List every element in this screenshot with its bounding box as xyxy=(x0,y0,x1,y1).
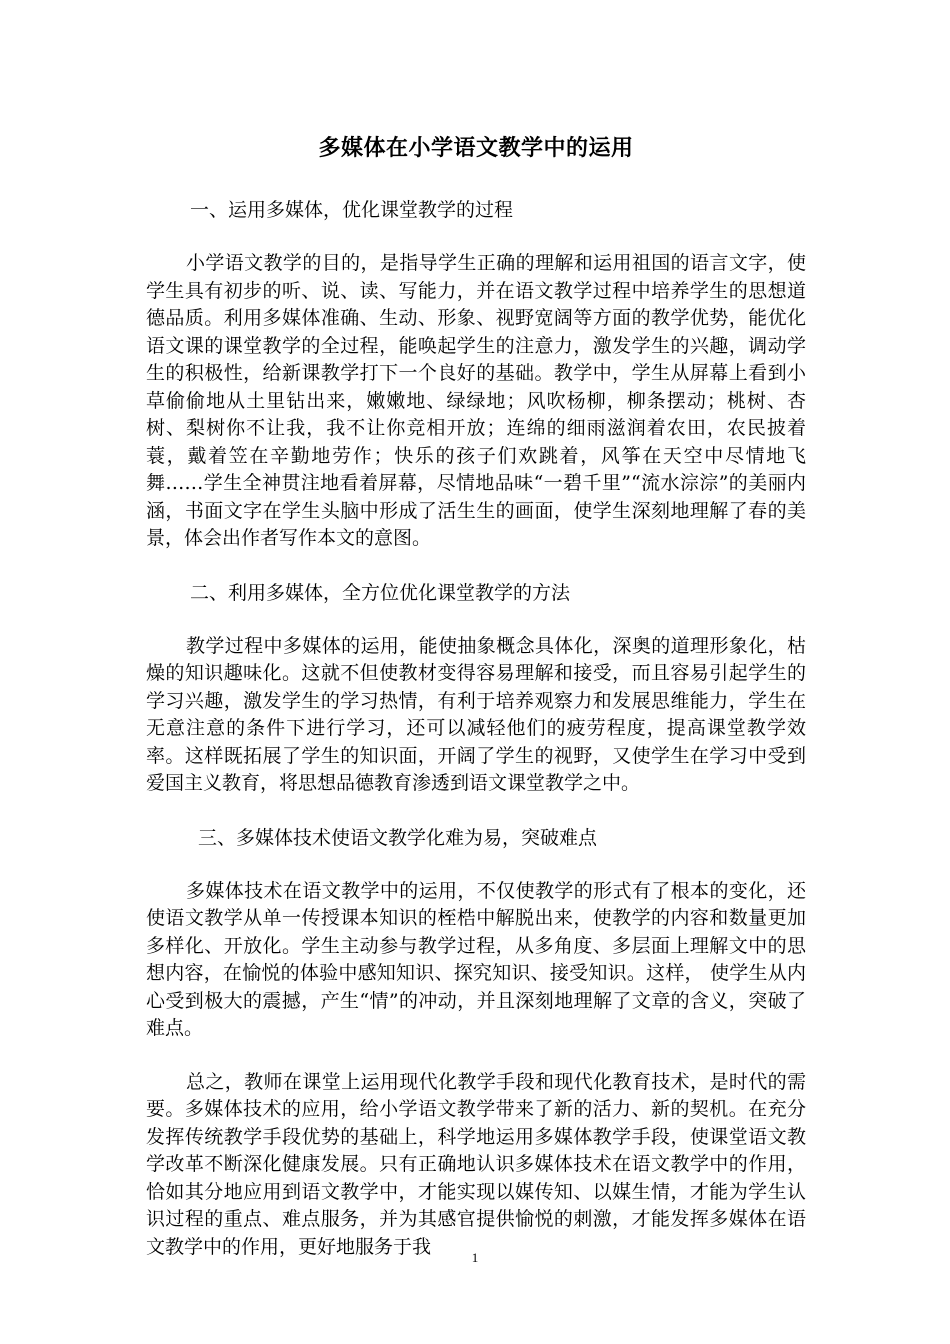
document-page xyxy=(146,132,806,1287)
section-paragraph-1: 小学语文教学的目的，是指导学生正确的理解和运用祖国的语言文字，使学生具有初步的听、说、读、写能力，并在语文教学过程中培养学生的思想道德品质。利用多媒体准确、生动、形象、视野宽阔等方面的教学优势，能优化语文课的课堂教学的全过程，能唤起学生的注意力，激发学生的兴趣，调动学生的积极性，给新课教学打下一个良好的基础。教学中，学生从屏幕上看到小草偷偷地从土里钻出来，嫩嫩地、绿绿地；风吹杨柳，柳条摆动；桃树、杏树、梨树你不让我，我不让你竞相开放；连绵的细雨滋润着农田，农民披着蓑，戴着笠在辛勤地劳作；快乐的孩子们欢跳着，风筝在天空中尽情地飞舞……学生全神贯注地看着屏幕，尽情地品味“一碧千里”“流水淙淙”的美丽内涵，书面文字在学生头脑中形成了活生生的画面，使学生深刻地理解了春的美景，体会出作者写作本文的意图。 xyxy=(146,252,806,549)
document-title: 多媒体在小学语文教学中的运用 xyxy=(318,135,634,161)
section-paragraph-2: 教学过程中多媒体的运用，能使抽象概念具体化，深奥的道理形象化，枯燥的知识趣味化。这就不但使教材变得容易理解和接受，而且容易引起学生的学习兴趣，激发学生的学习热情，有利于培养观察力和发展思维能力，学生在无意注意的条件下进行学习，还可以减轻他们的疲劳程度，提高课堂教学效率。这样既拓展了学生的知识面，开阔了学生的视野，又使学生在学习中受到爱国主义教育，将思想品德教育渗透到语文课堂教学之中。 xyxy=(146,634,806,794)
section-heading-3: 三、多媒体技术使语文教学化难为易，突破难点 xyxy=(198,826,598,849)
section-paragraph-3: 多媒体技术在语文教学中的运用，不仅使教学的形式有了根本的变化，还使语文教学从单一传授课本知识的桎梏中解脱出来，使教学的内容和数量更加多样化、开放化。学生主动参与教学过程，从多角度、多层面上理解文中的思想内容，在愉悦的体验中感知知识、探究知识、接受知识。这样， 使学生从内心受到极大的震撼，产生“情”的冲动，并且深刻地理解了文章的含义，突破了难点。 xyxy=(146,879,806,1039)
conclusion-paragraph: 总之，教师在课堂上运用现代化教学手段和现代化教育技术，是时代的需要。多媒体技术的应用，给小学语文教学带来了新的活力、新的契机。在充分发挥传统教学手段优势的基础上，科学地运用多媒体教学手段，使课堂语文教学改革不断深化健康发展。只有正确地认识多媒体技术在语文教学中的作用，恰如其分地应用到语文教学中，才能实现以媒传知、以媒生情，才能为学生认识过程的重点、难点服务，并为其感官提供愉悦的刺激，才能发挥多媒体在语文教学中的作用，更好地服务于我 xyxy=(146,1070,806,1258)
section-heading-2: 二、利用多媒体，全方位优化课堂教学的方法 xyxy=(190,581,571,604)
page-number: 1 xyxy=(471,1250,479,1265)
section-heading-1: 一、运用多媒体，优化课堂教学的过程 xyxy=(190,199,514,221)
